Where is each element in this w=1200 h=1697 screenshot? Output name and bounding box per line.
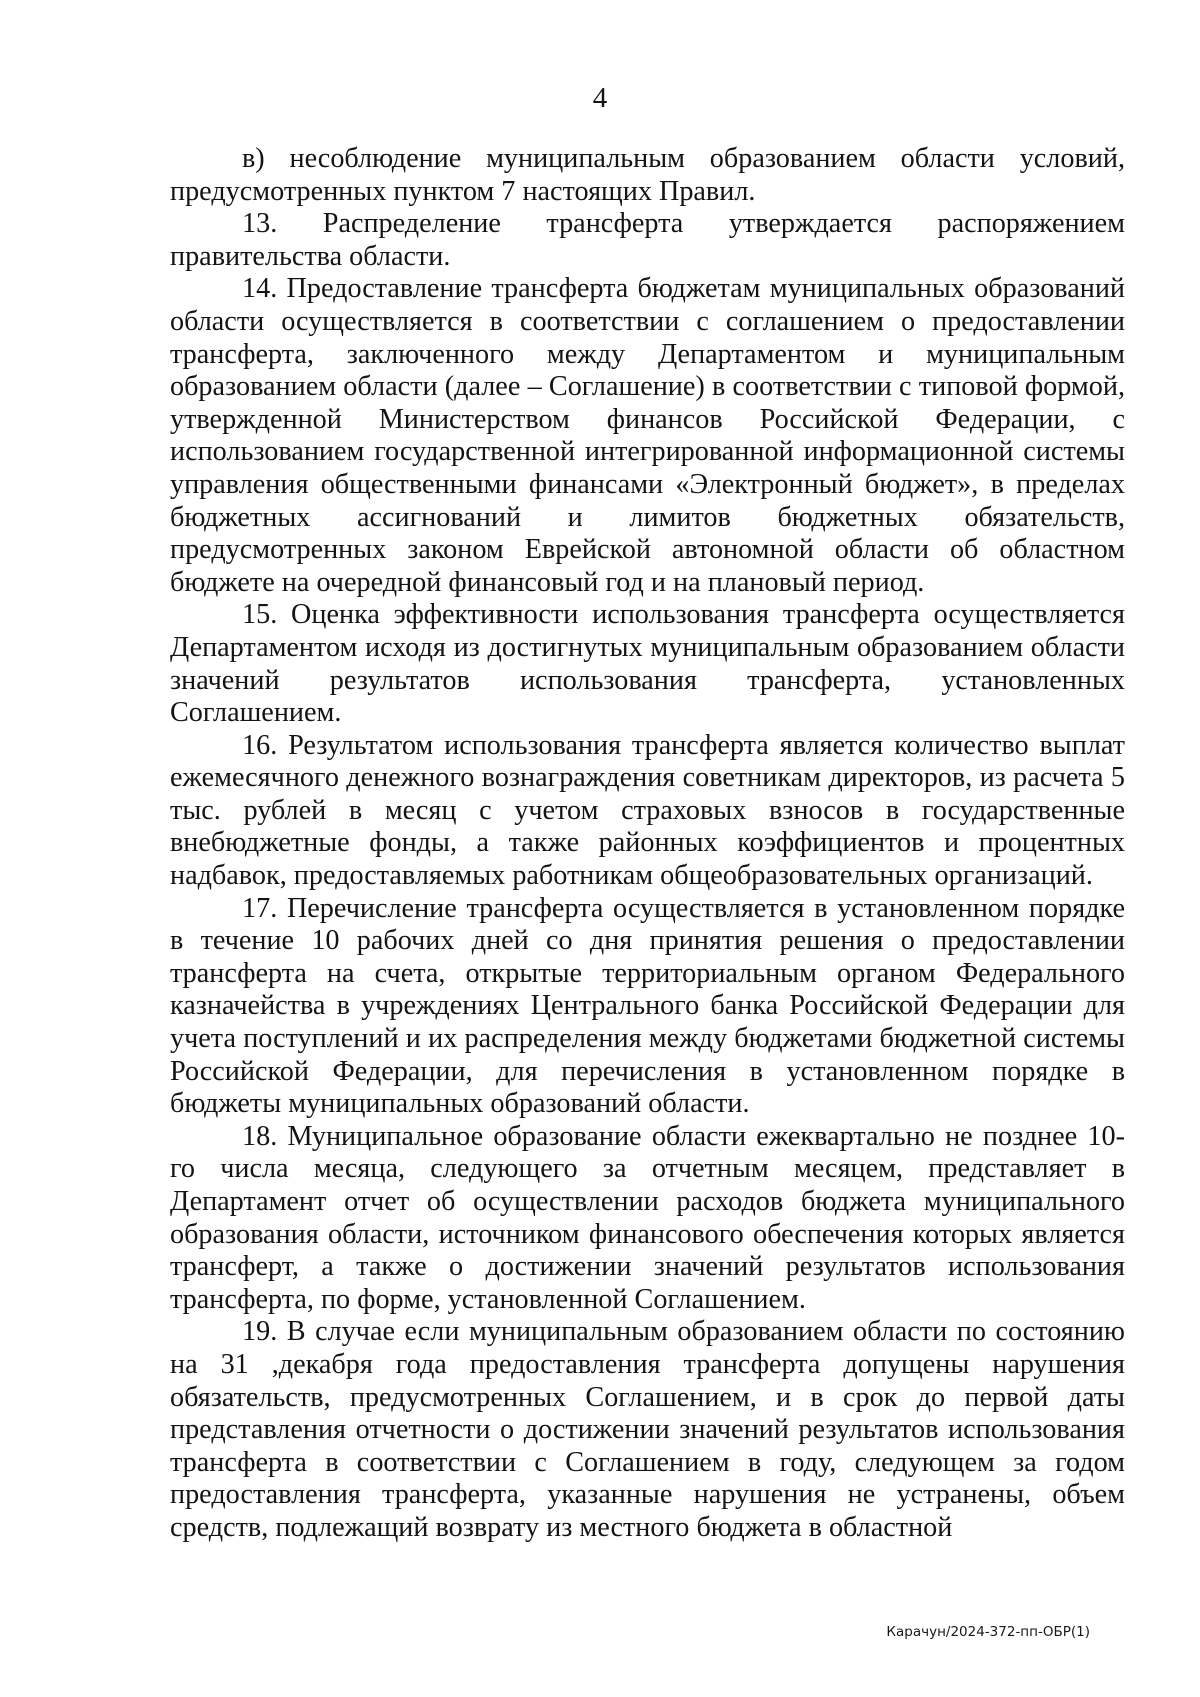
- paragraph-16: 16. Результатом использования трансферта является количество выплат ежемесячного денежного вознаграждения советникам директоров, из расчета 5 тыс. рублей в месяц с учетом страховых взносов в государственные внебюджетные фонды, а также районных коэффициентов и процентных надбавок, предоставляемых работникам общеобразовательных организаций.: [170, 729, 1125, 892]
- paragraph-subitem-v: в) несоблюдение муниципальным образованием области условий, предусмотренных пунктом 7 настоящих Правил.: [170, 143, 1125, 207]
- paragraph-19: 19. В случае если муниципальным образованием области по состоянию на 31 ,декабря года предоставления трансферта допущены нарушения обязательств, предусмотренных Соглашением, и в срок до первой даты представления отчетности о достижении значений результатов использования трансферта в соответствии с Соглашением в году, следующем за годом предоставления трансферта, указанные нарушения не устранены, объем средств, подлежащий возврату из местного бюджета в областной: [170, 1316, 1125, 1543]
- paragraph-15: 15. Оценка эффективности использования трансферта осуществляется Департаментом исходя из достигнутых муниципальным образованием области значений результатов использования трансферта, установленных Соглашением.: [170, 599, 1125, 729]
- page-number: 4: [592, 82, 608, 114]
- paragraph-18: 18. Муниципальное образование области ежеквартально не позднее 10-го числа месяца, следующего за отчетным месяцем, представляет в Департамент отчет об осуществлении расходов бюджета муниципального образования области, источником финансового обеспечения которых является трансферт, а также о достижении значений результатов использования трансферта, по форме, установленной Соглашением.: [170, 1120, 1125, 1315]
- paragraph-17: 17. Перечисление трансферта осуществляется в установленном порядке в течение 10 рабочих дней со дня принятия решения о предоставлении трансферта на счета, открытые территориальным органом Федерального казначейства в учреждениях Центрального банка Российской Федерации для учета поступлений и их распределения между бюджетами бюджетной системы Российской Федерации, для перечисления в установленном порядке в бюджеты муниципальных образований области.: [170, 892, 1125, 1120]
- paragraph-14: 14. Предоставление трансферта бюджетам муниципальных образований области осуществляется в соответствии с соглашением о предоставлении трансферта, заключенного между Департаментом и муниципальным образованием области (далее – Соглашение) в соответствии с типовой формой, утвержденной Министерством финансов Российской Федерации, с использованием государственной интегрированной информационной системы управления общественными финансами «Электронный бюджет», в пределах бюджетных ассигнований и лимитов бюджетных обязательств, предусмотренных законом Еврейской автономной области об областном бюджете на очередной финансовый год и на плановый период.: [170, 273, 1125, 598]
- document-registration-code: Карачун/2024-372-пп-ОБР(1): [886, 1624, 1090, 1640]
- document-body: [170, 143, 1125, 1545]
- paragraph-13: 13. Распределение трансферта утверждается распоряжением правительства области.: [170, 208, 1125, 272]
